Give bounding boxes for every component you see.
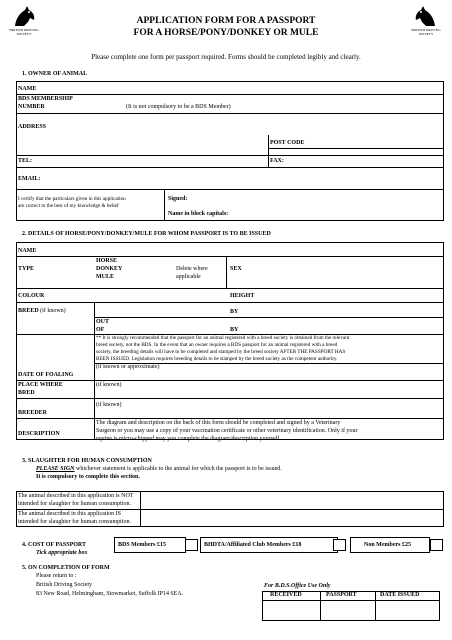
address-label: ADDRESS [18, 124, 47, 130]
desc-line-3: equine is micro-chipped may you complete the diagram/description yourself [96, 436, 280, 442]
office-use-label: For B.D.S.Office Use Only [264, 583, 331, 589]
type-horse: HORSE [96, 258, 118, 264]
slaughter-not-signature[interactable] [141, 492, 443, 509]
received-header: RECEIVED [270, 592, 302, 598]
bds-label-1: BDS MEMBERSHIP [18, 96, 73, 102]
height-label: HEIGHT [230, 293, 255, 299]
sex-label: SEX [230, 266, 242, 272]
slaughter-not-2: intended for slaughter for human consumption. [18, 501, 131, 507]
instructions: Please complete one form per passport required. Forms should be completed legibly and clearly. [91, 53, 361, 61]
owner-name-label: NAME [18, 86, 37, 92]
by-label-2: BY [230, 327, 239, 333]
foaling-label: DATE OF FOALING [18, 372, 74, 378]
desc-line-1: The diagram and description on the back of this form should be completed and signed by a Veterinary [96, 420, 341, 426]
foaling-note: (if known or approximate) [96, 364, 160, 370]
place-label-2: BRED [18, 390, 35, 396]
type-mule: MULE [96, 274, 114, 280]
certify-line-2: are correct to the best of my knowledge & belief [18, 203, 119, 209]
breed-note-3: society, the breeding details will have to be completed and stamped by the breed society AFTER THE PASSPORT HAS [96, 349, 346, 355]
title-line-1: APPLICATION FORM FOR A PASSPORT [136, 16, 316, 26]
signed-label: Signed: [168, 196, 188, 202]
sign-instruction: PLEASE SIGN whichever statement is applicable to the animal for which the passport is to be issued. [36, 466, 282, 472]
logo-right-caption: BRITISH DRIVING SOCIETY [411, 28, 441, 36]
breed-note-1: ** It is strongly recommended that the passport for an animal registered with a breed society is obtained from the relevant [96, 335, 350, 341]
breed-note-2: breed society, not the BDS. In the event that an owner requires a BDS passport for an animal registered with a breed [96, 342, 338, 348]
section-4-heading: 4. COST OF PASSPORT [22, 542, 87, 548]
place-note: (if known) [96, 382, 122, 388]
fax-label: FAX: [270, 158, 284, 164]
of-label: OF [96, 327, 105, 333]
logo-left-caption: BRITISH DRIVING SOCIETY [9, 28, 39, 36]
tel-label: TEL: [18, 158, 33, 164]
animal-name-label: NAME [18, 248, 37, 254]
out-label: OUT [96, 319, 110, 325]
breeder-note: (if known) [96, 402, 122, 408]
option-bds-checkbox[interactable] [185, 539, 198, 551]
breed-label: BREED (if known) [18, 308, 66, 314]
delete-note-2: applicable [176, 274, 201, 280]
bds-note: (It is not compulsory to be a BDS Member) [126, 104, 231, 110]
title-line-2: FOR A HORSE/PONY/DONKEY OR MULE [133, 28, 319, 38]
slaughter-not-1: The animal described in this application is NOT [18, 493, 134, 499]
by-label-1: BY [230, 309, 239, 315]
bds-label-2: NUMBER [18, 104, 45, 110]
address-line-1: British Driving Society [36, 582, 92, 588]
name-block-label: Name in block capitals: [168, 211, 229, 217]
slaughter-is-2: intended for slaughter for human consumption. [18, 519, 131, 525]
option-non-member-label: Non Members £25 [364, 542, 411, 548]
option-bhdta-label: BHDTA/Affiliated Club Members £18 [204, 542, 302, 548]
tick-note: Tick appropriate box [36, 550, 88, 556]
section-5-heading: 5. ON COMPLETION OF FORM [22, 565, 110, 571]
passport-header: PASSPORT [326, 592, 357, 598]
type-donkey: DONKEY [96, 266, 123, 272]
slaughter-is-signature[interactable] [141, 510, 443, 526]
option-non-member-checkbox[interactable] [430, 539, 443, 551]
type-label: TYPE [18, 266, 35, 272]
delete-note-1: Delete where [176, 266, 208, 272]
desc-line-2: Surgeon or you may use a copy of your vaccination certificate or other veterinary identification. Only if your [96, 428, 358, 434]
slaughter-is-1: The animal described in this application IS [18, 511, 121, 517]
option-bds-label: BDS Members £15 [118, 542, 166, 548]
description-label: DESCRIPTION [18, 431, 60, 437]
compulsory-note: It is compulsory to complete this section. [36, 474, 140, 480]
section-3-heading: 3. SLAUGHTER FOR HUMAN CONSUMPTION [22, 458, 152, 464]
colour-label: COLOUR [18, 293, 45, 299]
section-1-heading: 1. OWNER OF ANIMAL [22, 71, 88, 77]
option-bhdta-checkbox[interactable] [333, 539, 346, 551]
place-label-1: PLACE WHERE [18, 382, 63, 388]
certify-line-1: I certify that the particulars given in this application [18, 196, 126, 202]
section-2-heading: 2. DETAILS OF HORSE/PONY/DONKEY/MULE FOR WHOM PASSPORT IS TO BE ISSUED [22, 231, 271, 237]
postcode-label: POST CODE [270, 140, 305, 146]
return-label: Please return to : [36, 573, 77, 579]
date-issued-header: DATE ISSUED [380, 592, 420, 598]
breeder-label: BREEDER [18, 410, 48, 416]
address-line-2: 83 New Road, Helmingham, Stowmarket, Suffolk IP14 6EA. [36, 591, 184, 597]
email-label: EMAIL: [18, 176, 41, 182]
breed-note-4: BEEN ISSUED. Legislation requires breeding details to be stamped by the breed society as the competent authority. [96, 356, 338, 362]
